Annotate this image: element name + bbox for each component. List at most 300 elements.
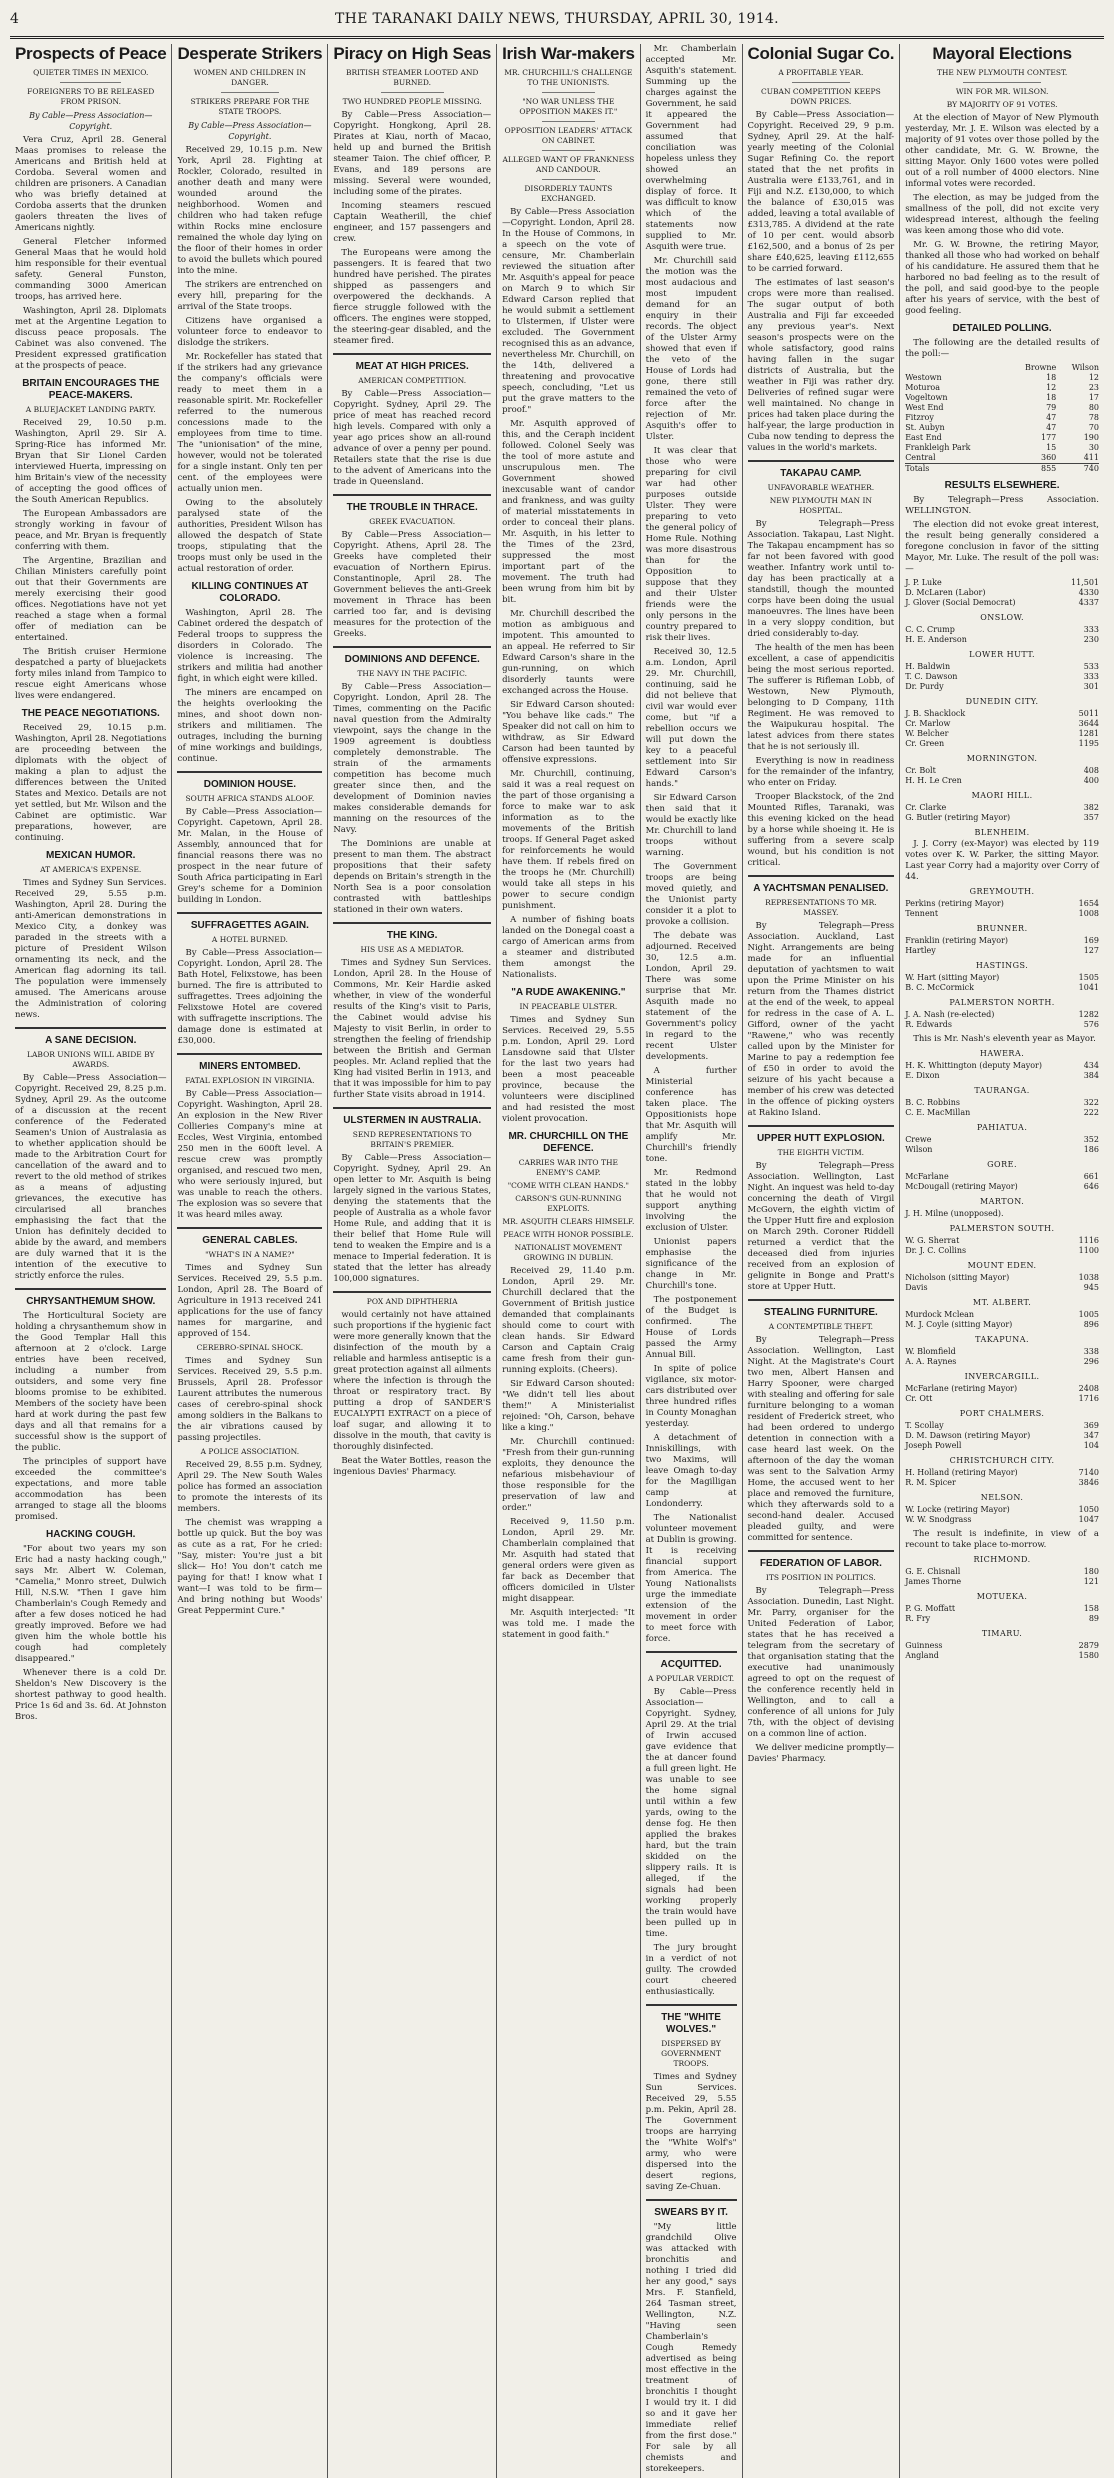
headline-colonial-sugar: Colonial Sugar Co. [747, 44, 895, 63]
table-row [905, 383, 1099, 393]
paragraph: Everything is now in readiness for the remainder of the infantry, who enter on Friday. [747, 756, 895, 788]
table-cell: P. G. Moffatt [905, 1604, 956, 1613]
table-cell: 408 [1083, 766, 1099, 775]
paragraph: General Fletcher informed General Maas that he would hold him responsible for their eventual safety. General Funston, commanding 3000 American troops, has arrived here. [15, 237, 167, 302]
table-row [905, 776, 1099, 786]
table-cell: 2408 [1078, 1384, 1099, 1393]
paragraph: Washington, April 28. The Cabinet ordered the despatch of Federal troops to suppress the disorders in Colorado. The violence is increasing. The strikers and militia had another fight, in which eight were killed. [177, 608, 323, 684]
headline-white-wolves: THE "WHITE WOLVES." [661, 2012, 721, 2035]
paragraph: Mr. Chamberlain accepted Mr. Asquith's statement. Summing up the charges against the Government, he said it appeared the Government had assumed that conciliation was hopeless unless they showed an overwhelming display of force. It was difficult to know which of the statements now supplied to Mr. Asquith were true. [645, 44, 737, 252]
paragraph: By Telegraph—Press Association. Wellington, Last Night. At the Magistrate's Court two men, Albert Hansen and Harry Spooner, were charged with stealing and offering for sale furniture belonging to a woman resident of Frederick street, who had been ordered to undergo detention in connection with a case heard last week. On the afternoon of the day the woman was sent to the Salvation Army Home, the accused went to her place and removed the furniture, which they afterwards sold to a second-hand dealer. Accused pleaded guilty, and were committed for sentence. [747, 1335, 895, 1543]
town-heading: CHRISTCHURCH CITY. [949, 1456, 1055, 1465]
table-cell: 121 [1083, 1577, 1099, 1586]
paragraph: By Cable—Press Association—Copyright. London, April 28. In the House of Commons, in a speech on the vote of censure, Mr. Chamberlain reviewed the situation after Mr. Asquith's appeal for peace on March 9 to which Sir Edward Carson replied that he would submit a settlement to Ulstermen, if Ulster were excluded. The Government recognised this as an advance, nevertheless Mr. Churchill, on the 14th, delivered a threatening and provocative speech, concluding, "Let us put the grave matters to the proof." [502, 207, 635, 415]
table-row [905, 625, 1099, 635]
column-2 [172, 44, 328, 2478]
table-cell: McDougall (retiring Mayor) [905, 1182, 1018, 1191]
table-cell: 104 [1083, 1441, 1099, 1450]
paragraph: The following are the detailed results of the poll:— [905, 338, 1099, 359]
headline-acquitted: ACQUITTED. [660, 1659, 722, 1670]
table-row [905, 1320, 1099, 1330]
deck: MR. CHURCHILL'S CHALLENGE TO THE UNIONISTS. [504, 68, 633, 87]
paragraph: Mr. Churchill continued: "Fresh from their gun-running exploits, they denounce the nefarious misbehaviour of those responsible for the preservation of law and order." [502, 1437, 635, 1513]
table-row [905, 403, 1099, 413]
deck: STRIKERS PREPARE FOR THE STATE TROOPS. [190, 97, 310, 116]
paragraph: "For about two years my son Eric had a nasty hacking cough," says Mr. Albert W. Coleman, "Camelia," Monro street, Dulwich Hill, N.S.W. "Then I gave him Chamberlain's Cough Remedy and after a few doses noticed he had greatly improved. Before we had given him the whole bottle his cough had completely disappeared." [15, 1544, 167, 1664]
results-table [905, 1135, 1099, 1155]
paragraph: The Nationalist volunteer movement at Dublin is growing. It is receiving financial support from America. The Young Nationalists urge the immediate extension of the movement in order to meet force with force. [645, 1513, 737, 1644]
paragraph: Mr. G. W. Browne, the retiring Mayor, thanked all those who had worked on behalf of his candidature. He assured them that he harbored no bad feeling as to the result of the poll, and said good-bye to the people after his years of service, with the best of good feeling. [905, 240, 1099, 316]
table-cell: Dr. J. C. Collins [905, 1246, 967, 1255]
deck: NATIONALIST MOVEMENT GROWING IN DUBLIN. [514, 1243, 623, 1262]
results-table [905, 1468, 1099, 1488]
paragraph: By Cable—Press Association—Copyright. Sydney, April 29. The price of meat has reached record high levels. Compared with only a year ago prices show an all-round advance of over a penny per pound. Retailers state that the rise is due to the advent of Americans into the trade in Queensland. [333, 389, 492, 487]
headline-irish-war-makers: Irish War-makers [502, 44, 635, 63]
headline-suffragettes-again: SUFFRAGETTES AGAIN. [190, 920, 309, 931]
table-cell: W. W. Snodgrass [905, 1515, 972, 1524]
town-heading: DUNEDIN CITY. [965, 697, 1039, 706]
results-table [905, 766, 1099, 786]
deck: A PROFITABLE YEAR. [778, 68, 864, 77]
table-cell: W. Locke (retiring Mayor) [905, 1505, 1010, 1514]
table-cell: B. C. McCormick [905, 983, 974, 992]
paragraph: By Cable—Press Association—Copyright. Capetown, April 28. Mr. Malan, in the House of Assembly, announced that for financial reasons there was no prospect in the near future of South Africa participating in Earl Grey's scheme for a Dominion building in London. [177, 807, 323, 905]
table-cell: 1047 [1078, 1515, 1099, 1524]
table-cell: James Thorne [905, 1577, 962, 1586]
table-cell: 338 [1083, 1347, 1099, 1356]
deck: THE EIGHTH VICTIM. [777, 1148, 865, 1157]
column-5 [641, 44, 743, 2478]
table-row [905, 1172, 1099, 1182]
table-row [905, 1651, 1099, 1661]
table-cell: 80 [1088, 403, 1099, 412]
table-cell: Westown [905, 373, 942, 382]
table-row [905, 1614, 1099, 1624]
table-cell: D. M. Dawson (retiring Mayor) [905, 1431, 1031, 1440]
table-cell: 70 [1088, 423, 1099, 432]
town-heading: PAHIATUA. [976, 1123, 1028, 1132]
table-cell: Crewe [905, 1135, 932, 1144]
table-row [905, 588, 1099, 598]
results-table [905, 803, 1099, 823]
headline-miners-entombed: MINERS ENTOMBED. [199, 1061, 301, 1072]
table-cell: St. Aubyn [905, 423, 945, 432]
table-cell: Guinness [905, 1641, 943, 1650]
results-table [905, 1236, 1099, 1256]
paragraph: By Telegraph—Press Association. Takapau, Last Night. The Takapau encampment has so far not been favored with good weather. Infantry work until to-day has been practically at a standstill, though the mounted corps have been doing the usual manoeuvres. The lines have been in a very sloppy condition, but dried considerably to-day. [747, 519, 895, 639]
paragraph: The Dominions are unable at present to man them. The abstract propositions that their safety depends on Britain's strength in the North Sea is a poor consolation contrasted with battleships stationed in their own waters. [333, 839, 492, 915]
polling-table [905, 363, 1099, 474]
column-7 [900, 44, 1104, 2478]
headline-desperate-strikers: Desperate Strikers [177, 44, 323, 63]
table-cell: W. Blomfield [905, 1347, 956, 1356]
paragraph: would certainly not have attained such proportions if the hygienic fact were more generally known that the disinfection of the mouth by a reliable and harmless antiseptic is a great protection against all ailments where the infection is through the throat or respiratory tract. By putting a drop of SANDER'S EUCALYPTI EXTRACT on a piece of loaf sugar, and allowing it to dissolve in the mouth, that cavity is thoroughly disinfected. [333, 1310, 492, 1452]
table-cell: 15 [1046, 443, 1057, 452]
paragraph: Mr. Churchill described the motion as ambiguous and impotent. This amounted to an appeal. He referred to Sir Edward Carson's share in the gun-running, on which disorderly taunts were exchanged across the House. [502, 609, 635, 696]
table-cell: Moturoa [905, 383, 940, 392]
table-row [905, 1135, 1099, 1145]
table-row [905, 813, 1099, 823]
headline-stealing-furniture: STEALING FURNITURE. [763, 1307, 878, 1318]
table-cell: 78 [1088, 413, 1099, 422]
table-cell: 3644 [1078, 719, 1099, 728]
deck: HIS USE AS A MEDIATOR. [360, 945, 464, 954]
table-cell: W. Hart (sitting Mayor) [905, 973, 1000, 982]
table-row [905, 1020, 1099, 1030]
table-row [905, 1061, 1099, 1071]
table-row [905, 443, 1099, 453]
town-heading: RICHMOND. [973, 1555, 1031, 1564]
town-heading: MOTUEKA. [976, 1592, 1028, 1601]
table-cell: 4337 [1078, 598, 1099, 607]
table-row [905, 803, 1099, 813]
table-row [905, 1567, 1099, 1577]
paragraph: Times and Sydney Sun Services. Received 29, 5.55 p.m. London, April 29. Lord Lansdowne said that Ulster for the last two years had been a most peaceable province, because the volunteers were disciplined and had resisted the most violent provocation. [502, 1015, 635, 1124]
town-heading: LOWER HUTT. [969, 650, 1036, 659]
table-row [905, 1431, 1099, 1441]
table-cell: 2879 [1078, 1641, 1099, 1650]
table-row [905, 1098, 1099, 1108]
paragraph: By Cable—Press Association—Copyright. Athens, April 28. The Greeks have completed their evacuation of Northern Epirus. Constantinople, April 28. The Government believes the anti-Greek movement in Thrace has been carried too far, and is devising measures for the protection of the Greeks. [333, 530, 492, 639]
table-row [905, 1384, 1099, 1394]
results-table [905, 662, 1099, 692]
town-heading: BRUNNER. [976, 924, 1028, 933]
table-cell: 169 [1083, 936, 1099, 945]
headline-trouble-in-thrace: THE TROUBLE IN THRACE. [346, 502, 478, 513]
table-row [905, 1468, 1099, 1478]
table-row [905, 1283, 1099, 1293]
paragraph: Times and Sydney Sun Services. London, April 28. In the House of Commons, Mr. Keir Hardie asked whether, in view of the wonderful results of the King's visit to Paris, the Cabinet would advise his Majesty to visit Berlin, in order to strengthen the feeling of friendship between the British and German peoples. Mr. Acland replied that the King had visited Berlin in 1913, and that it was impossible for him to pay further State visits abroad in 1914. [333, 958, 492, 1100]
paragraph: J. J. Corry (ex-Mayor) was elected by 119 votes over K. W. Parker, the sitting Mayor. Last year Corry had a majority over Corry of 44. [905, 839, 1099, 882]
table-cell: 352 [1083, 1135, 1099, 1144]
table-row [905, 1071, 1099, 1081]
subheading: MR. CHURCHILL ON THE DEFENCE. [508, 1131, 629, 1154]
table-row [905, 672, 1099, 682]
table-cell: 1195 [1078, 739, 1099, 748]
paragraph: A number of fishing boats landed on the Donegal coast a cargo of American arms from a steamer and distributed them amongst the Nationalists. [502, 915, 635, 980]
table-row-totals [905, 464, 1099, 475]
table-cell: J. H. Milne (unopposed). [905, 1209, 1004, 1218]
paragraph: Washington, April 28. Diplomats met at the Argentine Legation to discuss peace proposals. The Cabinet was also convened. The President expressed gratification at the prospects of peace. [15, 306, 167, 371]
paragraph: Mr. Asquith approved of this, and the Ceraph incident followed. Colonel Seely was the tool of more astute and unscrupulous men. The Government showed inexcusable want of candor and frankness, and was guilty of material misstatements in order to conceal their plans. Mr. Asquith, in his letter to the Times of the 23rd, suppressed the most important part of the movement. The truth had been wrung from him bit by bit. [502, 419, 635, 605]
deck: "WHAT'S IN A NAME?" [205, 1250, 295, 1259]
table-row [905, 1421, 1099, 1431]
table-cell: Wilson [1071, 363, 1099, 372]
paragraph: By Cable—Press Association—Copyright. Received 29, 8.25 p.m. Sydney, April 29. As the outcome of a discussion at the recent conference of the Federated Seamen's Union of Australasia as to whether application should be made to the Arbitration Court for cancellation of the award and to revert to the old method of strikes as a means of adjusting grievances, the executive has circularised all branches emphasising the fact that the Union has definitely decided to abide by the award, and members are duly warned that it is the intention of the executive to strictly enforce the rules. [15, 1073, 167, 1281]
table-row [905, 453, 1099, 464]
table-row [905, 1347, 1099, 1357]
table-cell: W. Belcher [905, 729, 949, 738]
table-row [905, 739, 1099, 749]
table-row [905, 1394, 1099, 1404]
table-cell: 646 [1083, 1182, 1099, 1191]
paragraph: By Cable—Press Association—Copyright. Hongkong, April 28. Pirates at Kiau, north of Macao, held up and burned the British steamer Taion. The chief officer, P. Evans, and 189 persons are missing. Several were wounded, including some of the pirates. [333, 110, 492, 197]
paragraph: By Cable—Press Association—Copyright. Sydney, April 29. At the trial of Irwin accused gave evidence that the at dancer found a full green light. He was unable to see the home signal until within a few yards, owing to the dense fog. He then applied the brakes hard, but the train skidded on the slippery rails. It is alleged, if the signals had been working properly the train would have been pulled up in time. [645, 1687, 737, 1939]
table-row [905, 1145, 1099, 1155]
paragraph: By Telegraph—Press Association. Wellington, Last Night. An inquest was held to-day concerning the death of Virgil McGovern, the eighth victim of the Upper Hutt fire and explosion on March 29th. Coroner Riddell returned a verdict that the deceased died from injuries received from an explosion of gelignite in Bonge and Pratt's store at Upper Hutt. [747, 1161, 895, 1292]
headline-yachtsman-penalised: A YACHTSMAN PENALISED. [753, 883, 889, 894]
deck: "NO WAR UNLESS THE OPPOSITION MAKES IT." [519, 97, 618, 116]
headline-upper-hutt-explosion: UPPER HUTT EXPLOSION. [756, 1133, 885, 1144]
table-cell: J. Glover (Social Democrat) [905, 598, 1016, 607]
paragraph: In spite of police vigilance, six motor-cars distributed over three hundred rifles in County Monaghan yesterday. [645, 1364, 737, 1429]
results-table [905, 709, 1099, 749]
town-heading: HAWERA. [979, 1049, 1025, 1058]
paragraph: The election did not evoke great interest, the result being generally considered a foregone conclusion in favor of the sitting Mayor, Mr. Luke. The result of the poll was:— [905, 520, 1099, 574]
table-cell: 5011 [1078, 709, 1099, 718]
table-cell: Fitzroy [905, 413, 934, 422]
table-cell: J. B. Shacklock [905, 709, 966, 718]
table-cell: 347 [1083, 1431, 1099, 1440]
town-heading: TIMARU. [981, 1629, 1023, 1638]
table-row [905, 1209, 1099, 1219]
table-row [905, 1310, 1099, 1320]
table-cell: 180 [1083, 1567, 1099, 1576]
deck: A POLICE ASSOCIATION. [200, 1447, 300, 1456]
paragraph: Sir Edward Carson shouted: "We didn't tell lies about them!" A Ministerialist rejoined: "Oh, Carson, behave like a king." [502, 1379, 635, 1433]
results-table [905, 899, 1099, 919]
headline-swears-by-it: SWEARS BY IT. [654, 2207, 728, 2218]
deck: AMERICAN COMPETITION. [358, 376, 467, 385]
table-cell: M. J. Coyle (sitting Mayor) [905, 1320, 1013, 1329]
table-cell: 1008 [1078, 909, 1099, 918]
table-cell: 333 [1083, 625, 1099, 634]
table-cell: 1716 [1078, 1394, 1099, 1403]
table-cell: J. A. Nash (re-elected) [905, 1010, 995, 1019]
table-cell: 661 [1083, 1172, 1099, 1181]
deck: DISPERSED BY GOVERNMENT TROOPS. [661, 2039, 721, 2068]
paragraph: By Telegraph—Press Association. Auckland, Last Night. Arrangements are being made for an influential deputation of yachtsmen to wait upon the Prime Minister on his return from the Thames district at the end of the week, to appeal for redress in the case of A. L. Gifford, owner of the yacht "Rawene," who was recently called upon by the Minister for Marine to pay a redemption fee of £50 in order to avoid the seizure of his yacht because a member of his crew was detected in the offence of picking oysters at Rakino Island. [747, 921, 895, 1118]
page-columns [10, 44, 1104, 2474]
table-cell: Hartley [905, 946, 936, 955]
results-table [905, 936, 1099, 956]
table-cell: Cr. Clarke [905, 803, 947, 812]
subheading: BRITAIN ENCOURAGES THE PEACE-MAKERS. [22, 378, 160, 401]
table-row [905, 1357, 1099, 1367]
table-cell: W. G. Sherrat [905, 1236, 960, 1245]
town-heading: PALMERSTON SOUTH. [949, 1224, 1055, 1233]
headline-takapau-camp: TAKAPAU CAMP. [780, 468, 862, 479]
town-heading: PALMERSTON NORTH. [949, 998, 1055, 1007]
table-cell: 127 [1083, 946, 1099, 955]
table-cell: 3846 [1078, 1478, 1099, 1487]
results-table [905, 625, 1099, 645]
table-cell: Cr. Bolt [905, 766, 936, 775]
paragraph: The health of the men has been excellent, a case of appendicitis being the most serious reported. The sufferer is Rifleman Lobb, of Westown, New Plymouth, belonging to D Company, 11th Regiment. He was removed to the Waipukurau hospital. The latest advices from there states that he is not seriously ill. [747, 643, 895, 752]
table-cell: 411 [1083, 453, 1099, 462]
town-heading: TAURANGA. [974, 1086, 1030, 1095]
table-row [905, 1641, 1099, 1651]
deck: THE NAVY IN THE PACIFIC. [357, 669, 467, 678]
deck: A HOTEL BURNED. [211, 935, 288, 944]
paragraph: Times and Sydney Sun Services. Received 29, 5.55 p.m. Washington, April 28. During the anti-American demonstrations in Mexico City, a donkey was paraded in the streets with a picture of President Wilson ornamenting its neck, and the American flag adorning its tail. The population were immensely amused. The Americans arouse the Administration of coloring news. [15, 878, 167, 1020]
table-row [905, 973, 1099, 983]
paragraph: By Cable—Press Association—Copyright. Sydney, April 29. An open letter to Mr. Asquith is being largely signed in the various States, denying the statements that the people of Australia as a whole favor Home Rule, and adding that it is their belief that Home Rule will tend to weaken the Empire and is a menace to Imperial federation. It is stated that the letter has already 100,000 signatures. [333, 1153, 492, 1284]
paragraph: Mr. Churchill said the motion was the most audacious and most impudent demand for an enquiry in their records. The object of the Ulster Army showed that even if the veto of the House of Lords had gone, there still remained the veto of force after the rejection of Mr. Asquith's offer to Ulster. [645, 256, 737, 442]
paragraph: The postponement of the Budget is confirmed. The House of Lords passed the Army Annual Bill. [645, 1295, 737, 1360]
table-row [905, 1478, 1099, 1488]
table-cell: East End [905, 433, 942, 442]
paragraph: The estimates of last season's crops were more than realised. The sugar output of both Australia and Fiji far exceeded any previous year's. Next season's prospects were on the whole satisfactory, good rains having fallen in the sugar districts of Australia, but the weather in Fiji was rather dry. Deliveries of refined sugar were well maintained. No change in prices had taken place during the half-year, the large production in Cuba now tending to depress the values in the world's markets. [747, 278, 895, 453]
table-cell: 11,501 [1071, 578, 1099, 587]
credit-line: By Cable—Press Association—Copyright. [188, 121, 312, 141]
town-heading: HASTINGS. [975, 961, 1029, 970]
table-row [905, 635, 1099, 645]
paragraph: Received 29, 10.15 p.m. New York, April 28. Fighting at Rockler, Colorado, resulted in another death and many were wounded around the neighborhood. Women and children who had taken refuge within Rocks mine enclosure remained the whole day lying on the floor of their homes in order to avoid the bullets which poured into the mine. [177, 145, 323, 276]
subheading: THE PEACE NEGOTIATIONS. [21, 708, 160, 719]
deck: MR. ASQUITH CLEARS HIMSELF. [502, 1217, 635, 1226]
table-cell: Dr. Purdy [905, 682, 944, 691]
table-cell: Wilson [905, 1145, 933, 1154]
paragraph: Mr. Asquith interjected: "It was told me. I made the statement in good faith." [502, 1608, 635, 1640]
deck: BY MAJORITY OF 91 VOTES. [946, 100, 1058, 109]
results-table [905, 1209, 1099, 1219]
table-cell: 12 [1088, 373, 1099, 382]
paragraph: Received 29, 8.55 p.m. Sydney, April 29. The New South Wales police has formed an association to promote the interests of its members. [177, 1460, 323, 1514]
table-cell: 4330 [1078, 588, 1099, 597]
table-cell: 7140 [1078, 1468, 1099, 1477]
results-table [905, 973, 1099, 993]
table-row [905, 373, 1099, 383]
table-row [905, 909, 1099, 919]
results-table [905, 1604, 1099, 1624]
table-row [905, 413, 1099, 423]
table-row [905, 1108, 1099, 1118]
town-heading: INVERCARGILL. [964, 1372, 1040, 1381]
paragraph: Received 29, 11.40 p.m. London, April 29. Mr. Churchill declared that the Government of British justice demanded that complainants should come to court with clean hands. Sir Edward Carson and Captain Craig came fresh from their gun-running exploits. (Cheers). [502, 1266, 635, 1375]
table-cell: 1281 [1078, 729, 1099, 738]
paragraph: Times and Sydney Sun Services. Received 29, 5.55 p.m. Pekin, April 28. The Government troops are harrying the "White Wolf's" army, who were dispersed into the desert regions, saving Ze-Chuan. [645, 2072, 737, 2192]
table-cell: 158 [1083, 1604, 1099, 1613]
table-cell: 186 [1083, 1145, 1099, 1154]
results-table [905, 1098, 1099, 1118]
table-cell: G. E. Chisnall [905, 1567, 961, 1576]
table-cell: R. Edwards [905, 1020, 952, 1029]
table-cell: Frankleigh Park [905, 443, 971, 452]
results-table [905, 1384, 1099, 1404]
deck: BRITISH STEAMER LOOTED AND BURNED. [345, 68, 479, 87]
headline-general-cables: GENERAL CABLES. [202, 1235, 298, 1246]
table-cell: 1505 [1078, 973, 1099, 982]
table-cell: 301 [1083, 682, 1099, 691]
table-cell: Totals [905, 464, 1007, 475]
paragraph: Times and Sydney Sun Services. Received 29, 5.5 p.m. Brussels, April 28. Professor Laurent attributes the numerous cases of cerebro-spinal shock among soldiers in the Balkans to the air vibrations caused by passing projectiles. [177, 1356, 323, 1443]
table-row [905, 433, 1099, 443]
paragraph: The Horticultural Society are holding a chrysanthemum show in the Good Templar Hall this afternoon at 2 o'clock. Large entries have been received, including a number from outsiders, and some very fine blooms promise to be exhibited. Members of the society have been hard at work during the past few days and all that remains for a successful show is the support of the public. [15, 1311, 167, 1453]
deck: WIN FOR MR. WILSON. [955, 87, 1049, 96]
table-cell: Angland [905, 1651, 939, 1660]
table-cell: B. C. Robbins [905, 1098, 960, 1107]
paragraph: A detachment of Inniskillings, with two Maxims, will leave Omagh to-day for the Magilligan camp at Londonderry. [645, 1433, 737, 1509]
town-heading: MT. ALBERT. [972, 1298, 1032, 1307]
table-cell: Cr. Green [905, 739, 945, 748]
table-cell: C. E. MacMillan [905, 1108, 971, 1117]
column-6 [743, 44, 901, 2478]
deck: CARSON'S GUN-RUNNING EXPLOITS. [515, 1194, 622, 1213]
results-table [905, 1273, 1099, 1293]
paragraph: By Cable—Press Association—Copyright. Washington, April 28. An explosion in the New River Collieries Company's mine at Eccles, West Virginia, entombed 250 men in the 600ft level. A rescue crew was promptly organised, and rescued two men, who were seriously injured, but was unable to reach the others. The explosion was so severe that it was heard miles away. [177, 1089, 323, 1220]
paragraph: Incoming steamers rescued Captain Weatherill, the chief engineer, and 157 passengers and crew. [333, 201, 492, 244]
results-table [905, 1310, 1099, 1330]
paragraph: The election, as may be judged from the smallness of the poll, did not excite very widespread interest, although the feeling was keen among those who did vote. [905, 193, 1099, 236]
column-4 [497, 44, 641, 2478]
table-cell: 1654 [1078, 899, 1099, 908]
table-cell: H. K. Whittington (deputy Mayor) [905, 1061, 1043, 1070]
results-table [905, 1061, 1099, 1081]
table-cell: C. C. Crump [905, 625, 955, 634]
table-row [905, 662, 1099, 672]
paragraph: The result is indefinite, in view of a recount to take place to-morrow. [905, 1529, 1099, 1550]
table-row [905, 393, 1099, 403]
deck: UNFAVORABLE WEATHER. [767, 483, 875, 492]
table-cell: 360 [1041, 453, 1057, 462]
deck: ALLEGED WANT OF FRANKNESS AND CANDOUR. [502, 155, 635, 174]
paragraph: The principles of support have exceeded the committee's expectations, and more table accommodation has been arranged to stage all the blooms promised. [15, 1457, 167, 1522]
deck: A POPULAR VERDICT. [647, 1674, 735, 1683]
deck: POX AND DIPHTHERIA [366, 1297, 458, 1306]
table-cell: 17 [1088, 393, 1099, 402]
table-cell [905, 363, 1007, 373]
subheading: HACKING COUGH. [46, 1529, 136, 1540]
paragraph: Sir Edward Carson shouted: "You behave like cads." The Speaker did not call on him to withdraw, as Sir Edward Carson had been taunted by offensive expressions. [502, 700, 635, 765]
paragraph: The strikers are entrenched on every hill, preparing for the arrival of the State troops. [177, 280, 323, 312]
table-cell: 400 [1083, 776, 1099, 785]
deck: SEND REPRESENTATIONS TO BRITAIN'S PREMIER. [352, 1130, 472, 1149]
table-cell: 322 [1083, 1098, 1099, 1107]
headline-mayoral-elections: Mayoral Elections [932, 44, 1072, 63]
town-heading: MOUNT EDEN. [967, 1261, 1037, 1270]
table-cell: 896 [1083, 1320, 1099, 1329]
table-cell: 230 [1083, 635, 1099, 644]
paragraph: Trooper Blackstock, of the 2nd Mounted Rifles, Taranaki, was this evening kicked on the head by a horse while shoeing it. He is suffering from a severe scalp wound, but his condition is not critical. [747, 792, 895, 868]
table-cell: H. Baldwin [905, 662, 951, 671]
paragraph: Sir Edward Carson then said that it would be exactly like Mr. Churchill to land troops without warning. [645, 793, 737, 858]
paragraph: Beat the Water Bottles, reason the ingenious Davies' Pharmacy. [333, 1456, 492, 1477]
table-cell: 47 [1046, 413, 1057, 422]
table-cell: 47 [1046, 423, 1057, 432]
town-heading: ONSLOW. [980, 613, 1024, 622]
table-cell: H. Holland (retiring Mayor) [905, 1468, 1018, 1477]
table-cell: 222 [1083, 1108, 1099, 1117]
paragraph: The European Ambassadors are strongly working in favour of peace, and Mr. Bryan is frequently conferring with them. [15, 509, 167, 552]
table-cell: J. P. Luke [905, 578, 942, 587]
table-row [905, 1182, 1099, 1192]
town-heading: TAKAPUNA. [975, 1335, 1030, 1344]
column-1 [10, 44, 172, 2478]
table-cell: 740 [1056, 464, 1099, 475]
results-table [905, 1172, 1099, 1192]
table-cell: T. C. Dawson [905, 672, 958, 681]
deck: AT AMERICA'S EXPENSE. [40, 865, 142, 874]
table-cell: 18 [1046, 373, 1057, 382]
table-cell: Browne [1025, 363, 1057, 372]
subheading: "A RUDE AWAKENING." [511, 987, 626, 998]
newspaper-title: THE TARANAKI DAILY NEWS, THURSDAY, APRIL 30, 1914. [335, 11, 779, 27]
table-cell: McFarlane (retiring Mayor) [905, 1384, 1018, 1393]
table-row [905, 1441, 1099, 1451]
town-heading: NELSON. [980, 1493, 1024, 1502]
table-cell: 1005 [1078, 1310, 1099, 1319]
table-cell: R. M. Spicer [905, 1478, 956, 1487]
table-cell: 177 [1041, 433, 1057, 442]
paragraph: "My little grandchild Olive was attacked with bronchitis and nothing I tried did her any good," says Mrs. F. Stanfield, 264 Tasman street, Wellington, N.Z. "Having seen Chamberlain's Cough Remedy advertised as being most effective in the treatment of bronchitis I thought I would try it. I did so and it gave her immediate relief from the first dose." For sale by all chemists and storekeepers. [645, 2222, 737, 2474]
table-cell: Perkins (retiring Mayor) [905, 899, 1004, 908]
table-cell: Tennent [905, 909, 939, 918]
deck: QUIETER TIMES IN MEXICO. [33, 68, 149, 77]
table-cell: 89 [1088, 1614, 1099, 1623]
table-cell: 1038 [1078, 1273, 1099, 1282]
table-cell: 369 [1083, 1421, 1099, 1430]
